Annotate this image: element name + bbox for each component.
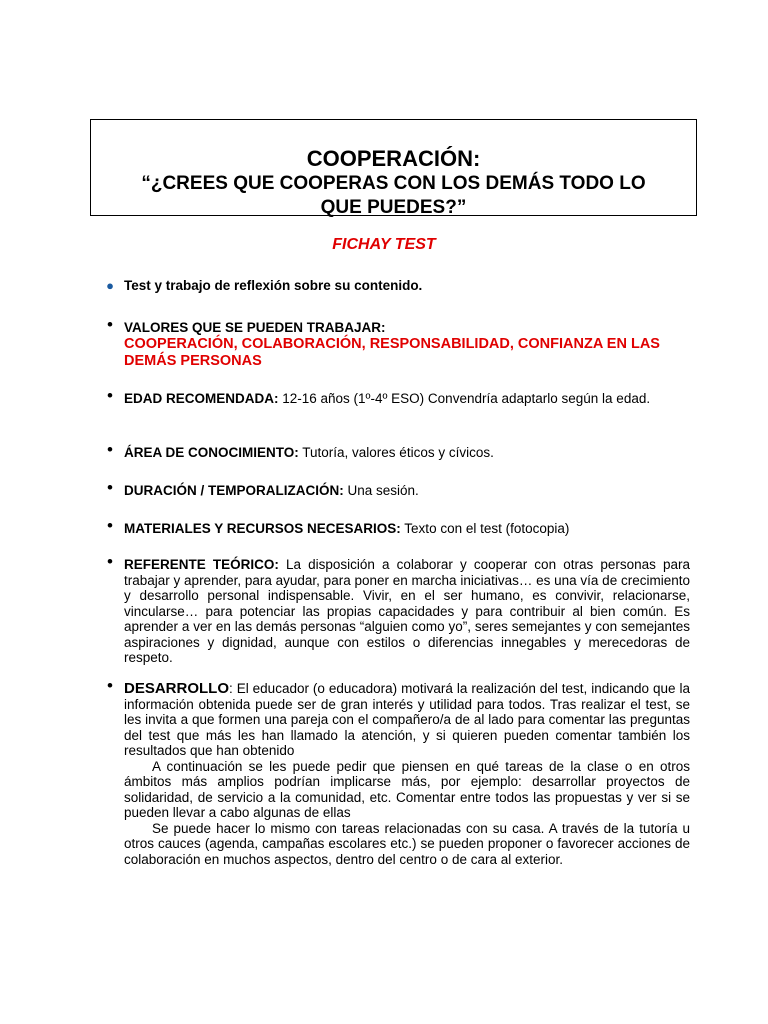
edad-label: EDAD RECOMENDADA:	[124, 391, 279, 406]
valores-label: VALORES QUE SE PUEDEN TRABAJAR:	[124, 320, 386, 335]
desarrollo-paragraph-2: A continuación se les puede pedir que piensen en qué tareas de la clase o en otros ámbitos más amplios podrían implicarse más, por ejemplo: desarrollar proyectos de solidaridad, de servicio a la comunidad, etc. Comentar entre todos las propuestas y ver si se pueden llevar a cabo algunas de ellas	[124, 758, 690, 820]
title-question-line-1: “¿CREES QUE COOPERAS CON LOS DEMÁS TODO LO	[141, 173, 646, 194]
duracion-value: Una sesión.	[343, 483, 419, 498]
list-item-referente	[107, 552, 690, 666]
list-item-valores	[107, 315, 684, 370]
list-item-duracion	[107, 478, 669, 499]
duracion-label: DURACIÓN / TEMPORALIZACIÓN:	[124, 483, 344, 498]
bullet-icon: •	[107, 676, 113, 695]
area-value: Tutoría, valores éticos y cívicos.	[298, 445, 494, 460]
desarrollo-label: DESARROLLO	[124, 680, 229, 697]
bullet-icon: •	[107, 552, 113, 571]
title-box	[90, 119, 697, 216]
list-item-area	[107, 440, 669, 461]
subtitle: FICHAY TEST	[332, 236, 436, 253]
list-item-desarrollo	[107, 676, 690, 867]
edad-value: 12-16 años (1º-4º ESO) Convendría adaptarlo según la edad.	[278, 391, 651, 406]
bullet-icon: •	[107, 440, 113, 459]
bullet-icon: •	[107, 516, 113, 535]
bullet-icon: ●	[106, 278, 114, 293]
bullet-icon: •	[107, 478, 113, 497]
bullet-icon: •	[107, 315, 113, 334]
bullet-icon: •	[107, 386, 113, 405]
title-question-line-2: QUE PUEDES?”	[320, 197, 467, 218]
materiales-label: MATERIALES Y RECURSOS NECESARIOS:	[124, 521, 401, 536]
list-item-materiales	[107, 516, 669, 537]
title-heading: COOPERACIÓN:	[306, 146, 481, 171]
desarrollo-paragraph-3: Se puede hacer lo mismo con tareas relacionadas con su casa. A través de la tutoría u otros cauces (agenda, campañas escolares etc.) se pueden proponer o favorecer acciones de colaboración en muchos aspectos, dentro del centro o de cara al exterior.	[124, 820, 690, 867]
list-item-edad	[107, 386, 669, 407]
referente-label: REFERENTE TEÓRICO:	[124, 557, 279, 572]
valores-value: COOPERACIÓN, COLABORACIÓN, RESPONSABILIDAD, CONFIANZA EN LAS DEMÁS PERSONAS	[124, 335, 660, 369]
list-item-test	[106, 278, 644, 294]
item-test-text: Test y trabajo de reflexión sobre su contenido.	[124, 278, 423, 293]
area-label: ÁREA DE CONOCIMIENTO:	[124, 445, 299, 460]
desarrollo-paragraph-1: : El educador (o educadora) motivará la realización del test, indicando que la información obtenida puede ser de gran interés y utilidad para todos. Tras realizar el test, se les invita a que formen una pareja con el compañero/a de al lado para comentar las preguntas del test que más les han llamado la atención, y si quieren pueden comentar también los resultados que han obtenido	[124, 681, 690, 758]
materiales-value: Texto con el test (fotocopia)	[400, 521, 570, 536]
referente-value: La disposición a colaborar y cooperar con otras personas para trabajar y aprender, para ayudar, para poner en marcha iniciativas… es una vía de crecimiento y desarrollo personal indispensable. Vivir, en el ser humano, es convivir, relacionarse, vincularse… para potenciar las propias capacidades y para contribuir al bien común. Es aprender a ver en las demás personas “alguien como yo”, seres semejantes y con semejantes aspiraciones y dignidad, aunque con estilos o diferencias innegables y merecedoras de respeto.	[124, 557, 690, 665]
